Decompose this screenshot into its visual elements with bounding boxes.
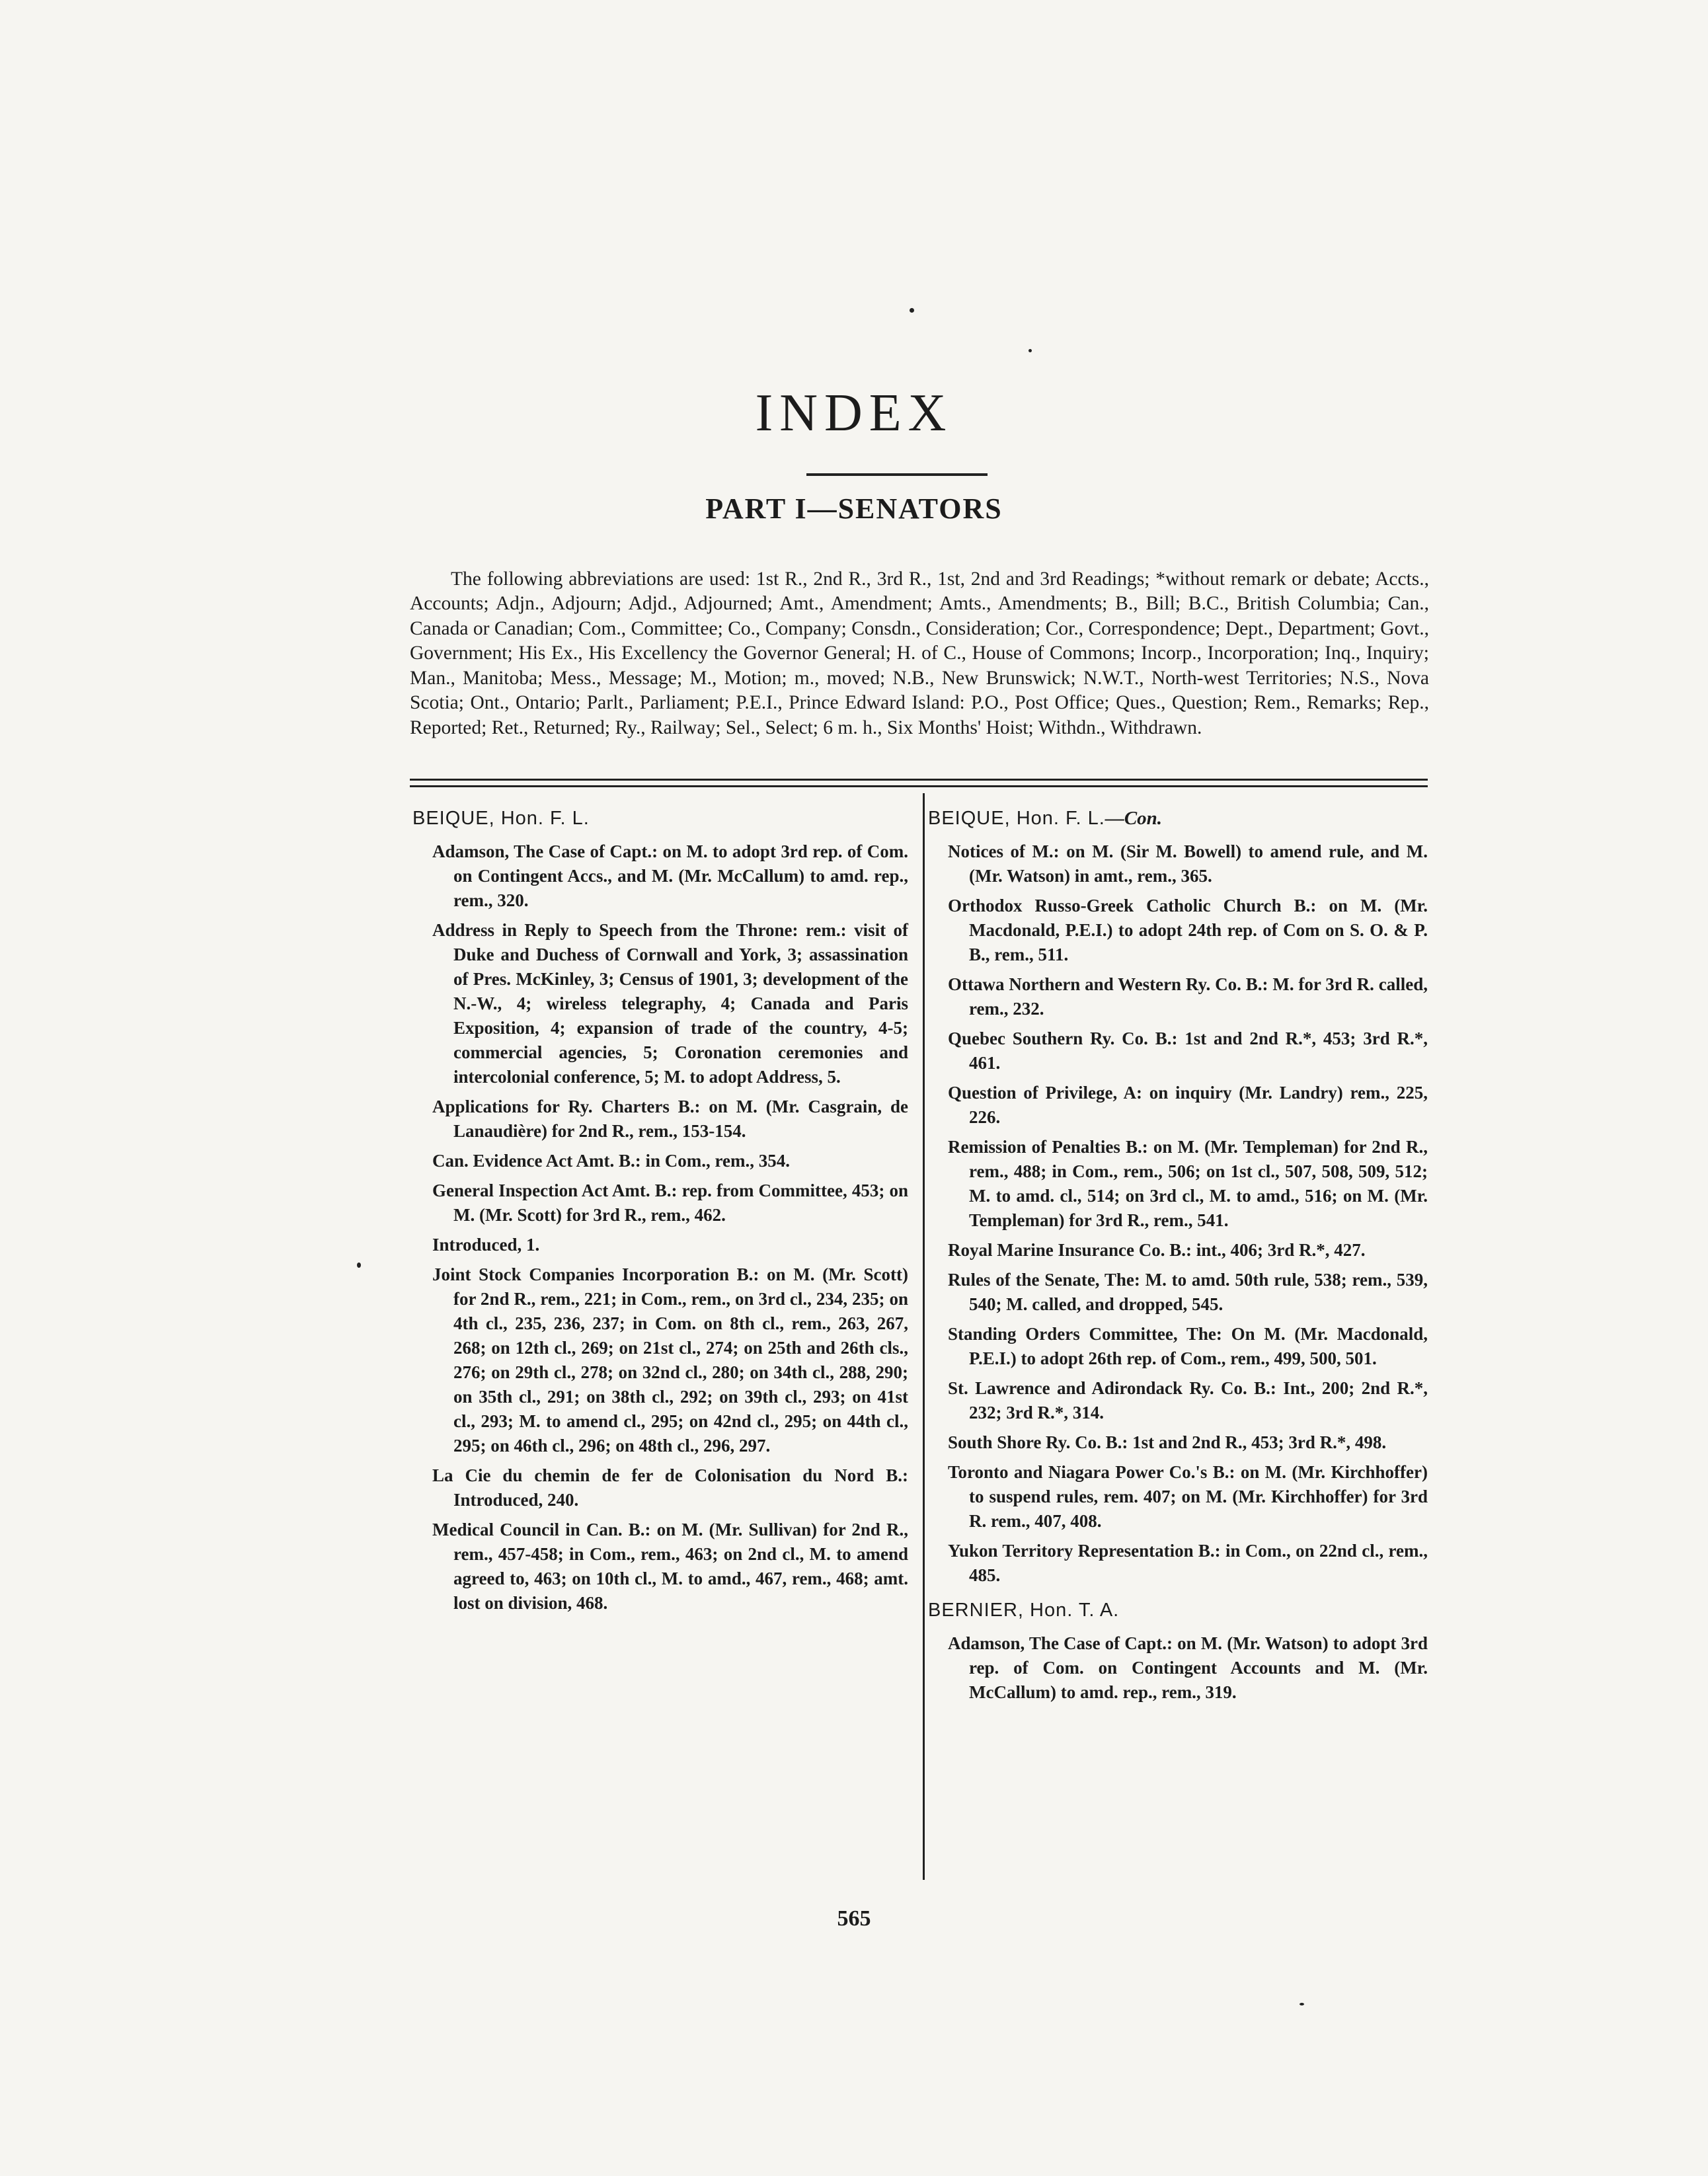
senator-heading — [928, 805, 1428, 832]
index-entry: Introduced, 1. — [432, 1235, 540, 1255]
column-divider — [923, 793, 925, 1880]
index-entry: Remission of Penalties B.: on M. (Mr. Templeman) for 2nd R., rem., 488; in Com., rem., 506; on 1st cl., 507, 508, 509, 512; M. to amd. cl., 514; on 3rd cl., M. to amd., 516; on M. (Mr. Templeman) for 3rd R., rem., 541. — [948, 1137, 1428, 1230]
index-entry: Can. Evidence Act Amt. B.: in Com., rem., 354. — [432, 1151, 790, 1171]
header-rule-bottom — [410, 785, 1428, 787]
scan-speck — [357, 1263, 361, 1268]
index-entry: South Shore Ry. Co. B.: 1st and 2nd R., 453; 3rd R.*, 498. — [948, 1432, 1387, 1452]
index-entry: Standing Orders Committee, The: On M. (Mr. Macdonald, P.E.I.) to adopt 26th rep. of Com., rem., 499, 500, 501. — [948, 1324, 1428, 1368]
senator-name: BEIQUE, Hon. F. L. — [928, 808, 1105, 829]
index-entry: Adamson, The Case of Capt.: on M. to adopt 3rd rep. of Com. on Contingent Accs., and M. (Mr. McCallum) to amd. rep., rem., 320. — [432, 841, 908, 910]
scan-speck — [910, 308, 914, 313]
entry-list — [412, 839, 908, 1615]
scan-speck — [1300, 2003, 1304, 2005]
index-entry: General Inspection Act Amt. B.: rep. from Committee, 453; on M. (Mr. Scott) for 3rd R., rem., 462. — [432, 1181, 908, 1225]
index-entry: Applications for Ry. Charters B.: on M. (Mr. Casgrain, de Lanaudière) for 2nd R., rem., 153-154. — [432, 1097, 908, 1141]
index-entry: La Cie du chemin de fer de Colonisation du Nord B.: Introduced, 240. — [432, 1465, 908, 1510]
page-title: INDEX — [755, 384, 953, 442]
header-rule-top — [410, 779, 1428, 781]
abbreviations-paragraph: The following abbreviations are used: 1st R., 2nd R., 3rd R., 1st, 2nd and 3rd Readings; *without remark or debate; Accts., Accounts; Adjn., Adjourn; Adjd., Adjourned; Amt., Amendment; Amts., Amendments; B., Bill; B.C., British Columbia; Can., Canada or Canadian; Com., Committee; Co., Company; Consdn., Consideration; Cor., Correspondence; Dept., Department; Govt., Government; His Ex., His Excellency the Governor General; H. of C., House of Commons; Incorp., Incorporation; Inq., Inquiry; Man., Manitoba; Mess., Message; M., Motion; m., moved; N.B., New Brunswick; N.W.T., North-west Territories; N.S., Nova Scotia; Ont., Ontario; Parlt., Parliament; P.E.I., Prince Edward Island: P.O., Post Office; Ques., Question; Rem., Remarks; Rep., Reported; Ret., Returned; Ry., Railway; Sel., Select; 6 m. h., Six Months' Hoist; Withdn., Withdrawn. — [410, 568, 1429, 738]
index-entry: Rules of the Senate, The: M. to amd. 50th rule, 538; rem., 539, 540; M. called, and dropped, 545. — [948, 1270, 1428, 1314]
index-entry: Joint Stock Companies Incorporation B.: on M. (Mr. Scott) for 2nd R., rem., 221; in Com., rem., on 3rd cl., 234, 235; on 4th cl., 235, 236, 237; in Com. on 8th cl., rem., 263, 267, 268; on 12th cl., 269; on 21st cl., 274; on 25th and 26th cls., 276; on 29th cl., 278; on 32nd cl., 280; on 34th cl., 288, 290; on 35th cl., 291; on 38th cl., 292; on 39th cl., 293; on 41st cl., 293; M. to amend cl., 295; on 42nd cl., 295; on 44th cl., 295; on 46th cl., 296; on 48th cl., 296, 297. — [432, 1264, 908, 1456]
left-column — [412, 805, 908, 1621]
index-entry: St. Lawrence and Adirondack Ry. Co. B.: Int., 200; 2nd R.*, 232; 3rd R.*, 314. — [948, 1378, 1428, 1422]
index-entry: Quebec Southern Ry. Co. B.: 1st and 2nd R.*, 453; 3rd R.*, 461. — [948, 1029, 1428, 1073]
index-entry: Address in Reply to Speech from the Throne: rem.: visit of Duke and Duchess of Cornwall and York, 3; assassination of Pres. McKinley, 3; Census of 1901, 3; development of the N.-W., 4; wireless telegraphy, 4; Canada and Paris Exposition, 4; expansion of trade of the country, 4-5; commercial agencies, 5; Coronation ceremonies and intercolonial conference, 5; M. to adopt Address, 5. — [432, 920, 908, 1087]
index-entry: Notices of M.: on M. (Sir M. Bowell) to amend rule, and M. (Mr. Watson) in amt., rem., 365. — [948, 841, 1428, 886]
index-entry: Question of Privilege, A: on inquiry (Mr. Landry) rem., 225, 226. — [948, 1083, 1428, 1127]
index-entry: Adamson, The Case of Capt.: on M. (Mr. Watson) to adopt 3rd rep. of Com. on Contingent Accounts and M. (Mr. McCallum) to amd. rep., rem., 319. — [948, 1633, 1428, 1702]
senator-heading — [412, 805, 908, 832]
index-entry: Ottawa Northern and Western Ry. Co. B.: M. for 3rd R. called, rem., 232. — [948, 974, 1428, 1019]
entry-list — [928, 839, 1428, 1588]
right-column — [928, 805, 1428, 1710]
index-entry: Medical Council in Can. B.: on M. (Mr. Sullivan) for 2nd R., rem., 457-458; in Com., rem., 463; on 2nd cl., M. to amend agreed to, 463; on 10th cl., M. to amd., 467, rem., 468; amt. lost on division, 468. — [432, 1520, 908, 1613]
continued-marker: —Con. — [1105, 808, 1163, 829]
title-rule — [806, 473, 988, 476]
senator-name: BERNIER, Hon. T. A. — [928, 1600, 1120, 1621]
index-entry: Toronto and Niagara Power Co.'s B.: on M. (Mr. Kirchhoffer) to suspend rules, rem. 407; on M. (Mr. Kirchhoffer) for 3rd R. rem., 407, 408. — [948, 1462, 1428, 1531]
section-subtitle: PART I—SENATORS — [705, 492, 1003, 525]
senator-heading — [928, 1597, 1428, 1623]
index-entry: Yukon Territory Representation B.: in Com., on 22nd cl., rem., 485. — [948, 1541, 1428, 1585]
index-entry: Royal Marine Insurance Co. B.: int., 406; 3rd R.*, 427. — [948, 1240, 1366, 1260]
entry-list — [928, 1631, 1428, 1705]
senator-name: BEIQUE, Hon. F. L. — [412, 808, 590, 829]
page-number: 565 — [837, 1906, 871, 1931]
scan-speck — [1029, 349, 1032, 352]
index-entry: Orthodox Russo-Greek Catholic Church B.: on M. (Mr. Macdonald, P.E.I.) to adopt 24th rep. of Com on S. O. & P. B., rem., 511. — [948, 896, 1428, 964]
